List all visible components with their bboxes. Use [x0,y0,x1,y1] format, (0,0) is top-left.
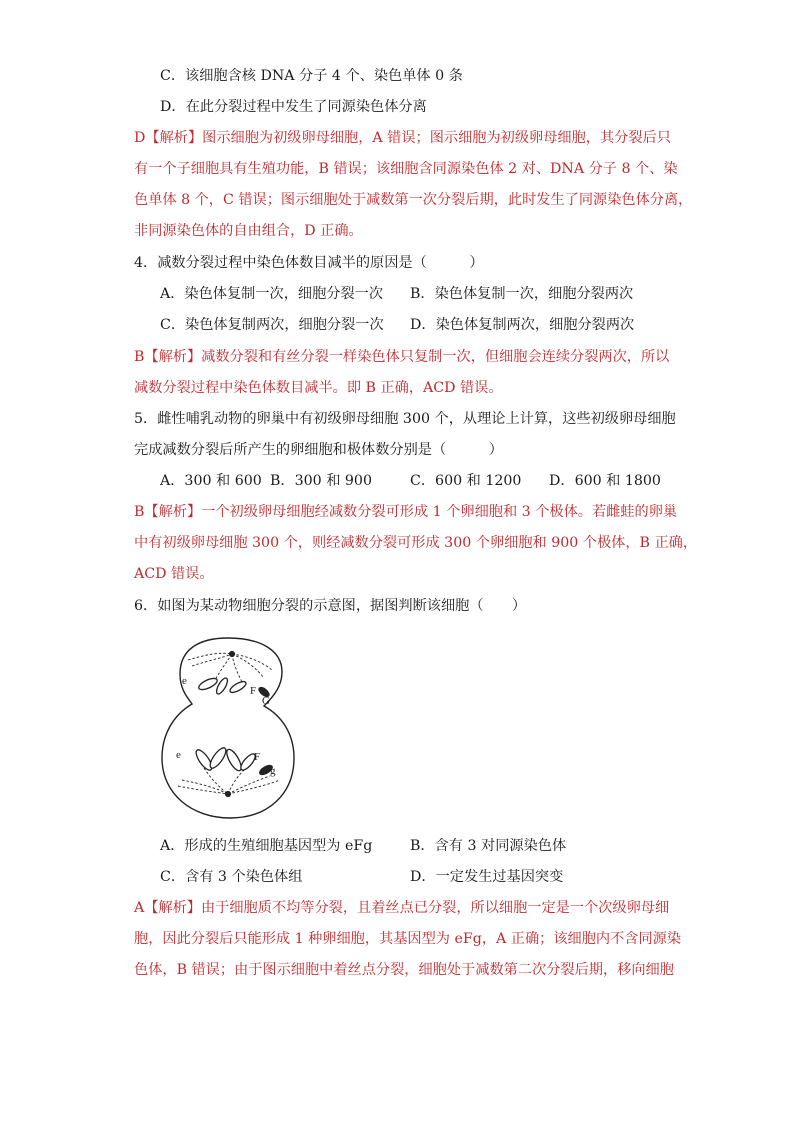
q4-option-row-2 [160,315,700,335]
q5-option-d: D．600 和 1800 [549,473,661,489]
q3-analysis-line-2: 有一个子细胞具有生殖功能，B 错误；该细胞含同源染色体 2 对、DNA 分子 8 个、染 [134,161,678,177]
q6-stem: 6．如图为某动物细胞分裂的示意图，据图判断该细胞（ ） [134,598,527,614]
bottom-centriole [226,792,231,797]
q4-stem: 4．减数分裂过程中染色体数目减半的原因是（ ） [134,255,484,271]
q6-analysis-line-2: 胞，因此分裂后只能形成 1 种卵细胞，其基因型为 eFg，A 正确；该细胞内不含同源染 [134,931,682,947]
q5-analysis-line-3: ACD 错误。 [134,566,214,582]
q6-option-d: D．一定发生过基因突变 [410,869,564,885]
top-chromosomes [197,676,270,698]
top-centriole [230,652,235,657]
q3-analysis-line-3: 色单体 8 个，C 错误；图示细胞处于减数第一次分裂后期，此时发生了同源染色体分离， [134,192,693,208]
q5-option-c: C．600 和 1200 [410,473,522,489]
q6-option-c: C．含有 3 个染色体组 [160,869,303,885]
label-bottom-f: F [254,751,261,763]
q4-option-c: C．染色体复制两次，细胞分裂一次 [160,317,384,333]
top-spindle [188,653,272,682]
cell-division-figure [158,632,298,822]
q5-analysis-line-1: B【解析】一个初级卵母细胞经减数分裂可形成 1 个卵细胞和 3 个极体。若雌蛙的卵巢 [134,504,678,520]
q5-stem-line-2: 完成减数分裂后所产生的卵细胞和极体数分别是（ ） [134,442,503,458]
q3-analysis-line-1: D【解析】图示细胞为初级卵母细胞，A 错误；图示细胞为初级卵母细胞，其分裂后只 [134,130,671,146]
q6-option-a: A．形成的生殖细胞基因型为 eFg [160,838,373,854]
label-top-f: F [250,685,257,697]
q4-option-b: B．染色体复制一次，细胞分裂两次 [410,286,634,302]
q5-option-b: B．300 和 900 [270,473,372,489]
q4-option-d: D．染色体复制两次，细胞分裂两次 [410,317,635,333]
q6-analysis-line-1: A【解析】由于细胞质不均等分裂，且着丝点已分裂，所以细胞一定是一个次级卵母细 [134,900,670,916]
q4-option-row-1 [160,284,700,304]
label-bottom-g: g [270,765,276,777]
q3-option-d: D．在此分裂过程中发生了同源染色体分离 [160,99,427,115]
label-top-e: e [182,675,187,687]
q6-analysis-line-3: 色体，B 错误；由于图示细胞中着丝点分裂，细胞处于减数第二次分裂后期，移向细胞 [134,962,674,978]
q6-option-row-2 [160,867,700,887]
label-bottom-e: e [176,749,181,761]
q4-option-a: A．染色体复制一次，细胞分裂一次 [160,286,384,302]
q5-stem-line-1: 5．雌性哺乳动物的卵巢中有初级卵母细胞 300 个，从理论上计算，这些初级卵母细胞 [134,411,676,427]
label-top-g: G [262,695,270,707]
q5-option-a: A．300 和 600 [160,473,262,489]
q3-option-c: C．该细胞含核 DNA 分子 4 个、染色单体 0 条 [160,68,463,84]
q4-analysis-line-2: 减数分裂过程中染色体数目减半。即 B 正确，ACD 错误。 [134,380,503,396]
q6-option-b: B．含有 3 对同源染色体 [410,838,567,854]
q4-analysis-line-1: B【解析】减数分裂和有丝分裂一样染色体只复制一次，但细胞会连续分裂两次，所以 [134,349,670,365]
q3-analysis-line-4: 非同源染色体的自由组合，D 正确。 [134,223,363,239]
q6-option-row-1 [160,836,700,856]
q5-analysis-line-2: 中有初级卵母细胞 300 个，则经减数分裂可形成 300 个卵细胞和 900 个极体，B 正确， [134,535,698,551]
bottom-chromosomes [193,746,273,777]
